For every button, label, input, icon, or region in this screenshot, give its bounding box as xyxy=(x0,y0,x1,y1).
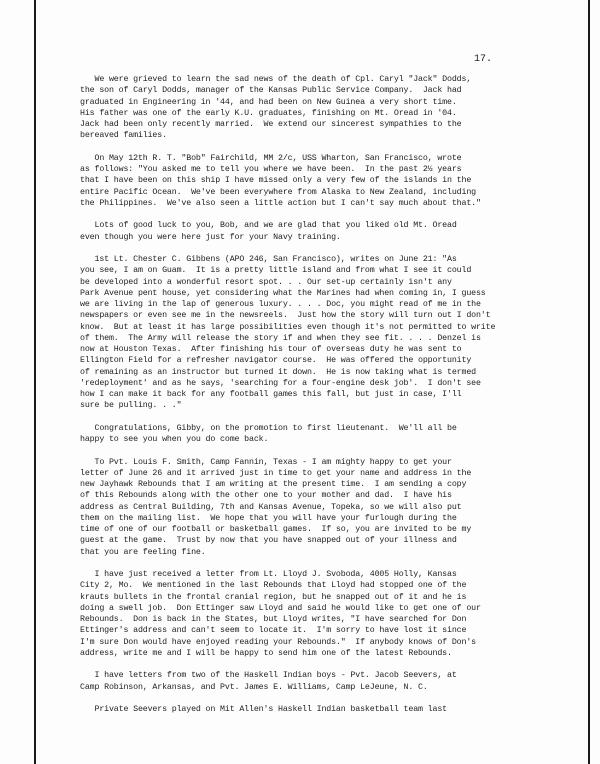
text-line: know. But at least it has large possibilities even though it's not permitted to write xyxy=(80,322,496,332)
text-line: address as Central Building, 7th and Kansas Avenue, Topeka, so we will also put xyxy=(80,502,462,512)
text-line: Congratulations, Gibby, on the promotion to first lieutenant. We'll all be xyxy=(80,423,457,433)
text-line: I'm sure Don would have enjoyed reading your Rebounds." If anybody knows of Don's xyxy=(80,637,476,647)
paragraph-gap xyxy=(80,445,564,456)
text-line: how I can make it back for any football games this fall, but just in case, I'll xyxy=(80,390,462,399)
text-line: I have just received a letter from Lt. Lloyd J. Svoboda, 4005 Holly, Kansas xyxy=(80,570,457,579)
paragraph-gap xyxy=(80,243,564,254)
text-line: the son of Caryl Dodds, manager of the Kansas Public Service Company. Jack had xyxy=(80,86,462,96)
paragraph xyxy=(80,153,564,209)
text-line: On May 12th R. T. "Bob" Fairchild, MM 2/c, USS Wharton, San Francisco, wrote xyxy=(80,153,462,163)
text-line: 'redeployment' and as he says, 'searching for a four-engine desk job'. I don't see xyxy=(80,378,481,388)
text-line: of this Rebounds along with the other one to your mother and dad. I have his xyxy=(80,491,452,501)
letter-body xyxy=(80,74,564,715)
text-line: 1st Lt. Chester C. Gibbens (APO 246, San Francisco), writes on June 21: "As xyxy=(80,255,457,264)
text-line: guest at the game. Trust by now that you have snapped out of your illness and xyxy=(80,536,457,546)
text-line: Ellington Field for a refresher navigator course. He was offered the opportunity xyxy=(80,356,472,366)
paragraph xyxy=(80,254,564,412)
paragraph xyxy=(80,423,564,446)
text-line: We were grieved to learn the sad news of the death of Cpl. Caryl "Jack" Dodds, xyxy=(80,75,472,84)
paragraph xyxy=(80,457,564,558)
paragraph-gap xyxy=(80,209,564,220)
paragraph-gap xyxy=(80,412,564,423)
paragraph xyxy=(80,220,564,243)
text-line: newspapers or even see me in the newsreels. Just how the story will turn out I don't xyxy=(80,311,491,321)
text-line: Lots of good luck to you, Bob, and we are glad that you liked old Mt. Oread xyxy=(80,221,457,231)
text-line: you see, I am on Guam. It is a pretty little island and from what I see it could xyxy=(80,266,472,276)
text-line: City 2, Mo. We mentioned in the last Rebounds that Lloyd had stopped one of the xyxy=(80,581,467,591)
paragraph-gap xyxy=(80,659,564,670)
text-line: To Pvt. Louis F. Smith, Camp Fannin, Texas - I am mighty happy to get your xyxy=(80,457,452,467)
text-line: now at Houston Texas. After finishing his tour of overseas duty he was sent to xyxy=(80,345,462,354)
text-line: address, write me and I will be happy to send him one of the latest Rebounds. xyxy=(80,648,452,658)
text-line: graduated in Engineering in '44, and had been on New Guinea a very short time. xyxy=(80,97,457,107)
text-line: new Jayhawk Rebounds that I am writing at the present time. I am sending a copy xyxy=(80,480,467,489)
paragraph xyxy=(80,569,564,659)
text-line: Private Seevers played on Mit Allen's Haskell Indian basketball team last xyxy=(80,705,448,714)
page-right-border xyxy=(588,0,590,764)
text-line: happy to see you when you do come back. xyxy=(80,435,269,444)
text-line: Jack had been only recently married. We extend our sincerest sympathies to the xyxy=(80,120,462,129)
text-line: time of one of our football or basketball games. If so, you are invited to be my xyxy=(80,525,472,534)
paragraph xyxy=(80,704,564,715)
text-line: be developed into a wonderful resort spot. . . Our set-up certainly isn't any xyxy=(80,277,452,287)
text-line: bereaved families. xyxy=(80,131,167,141)
text-line: Camp Robinson, Arkansas, and Pvt. James E. Williams, Camp LeJeune, N. C. xyxy=(80,682,428,692)
text-line: we are living in the lap of generous luxury. . . . Doc, you might read of me in the xyxy=(80,300,481,309)
paragraph-gap xyxy=(80,693,564,704)
text-line: that I have been on this ship I have missed only a very few of the islands in the xyxy=(80,176,472,186)
text-line: doing a swell job. Don Ettinger saw Lloyd and said he would like to get one of our xyxy=(80,603,481,613)
paragraph-gap xyxy=(80,558,564,569)
text-line: I have letters from two of the Haskell Indian boys - Pvt. Jacob Seevers, at xyxy=(80,671,457,681)
text-line: of remaining as an instructor but turned it down. He is now taking what is termed xyxy=(80,367,476,377)
paragraph-gap xyxy=(80,142,564,153)
text-line: Park Avenue pent house, yet considering what the Marines had when coming in, I guess xyxy=(80,288,486,298)
page-number: 17. xyxy=(474,54,493,65)
text-line: the Philippines. We've also seen a little action but I can't say much about that." xyxy=(80,198,481,208)
page-left-border xyxy=(34,0,36,764)
text-line: His father was one of the early K.U. graduates, finishing on Mt. Oread in '04. xyxy=(80,108,457,118)
text-line: entire Pacific Ocean. We've been everywhere from Alaska to New Zealand, including xyxy=(80,187,476,197)
paragraph xyxy=(80,74,564,142)
text-line: krauts bullets in the frontal cranial region, but he snapped out of it and he is xyxy=(80,592,467,602)
text-line: them on the mailing list. We hope that you will have your furlough during the xyxy=(80,513,457,523)
text-line: letter of June 26 and it arrived just in time to get your name and address in the xyxy=(80,468,472,478)
text-line: Ettinger's address and can't seem to locate it. I'm sorry to have lost it since xyxy=(80,626,467,636)
text-line: of them. The Army will release the story if and when they see fit. . . . Denzel is xyxy=(80,333,481,343)
text-line: sure be pulling. . ." xyxy=(80,401,182,411)
paragraph xyxy=(80,670,564,693)
text-line: even though you were here just for your Navy training. xyxy=(80,232,341,242)
text-line: as follows: "You asked me to tell you where we have been. In the past 2½ years xyxy=(80,165,462,174)
text-line: Rebounds. Don is back in the States, but Lloyd writes, "I have searched for Don xyxy=(80,615,467,624)
text-line: that you are feeling fine. xyxy=(80,547,206,557)
